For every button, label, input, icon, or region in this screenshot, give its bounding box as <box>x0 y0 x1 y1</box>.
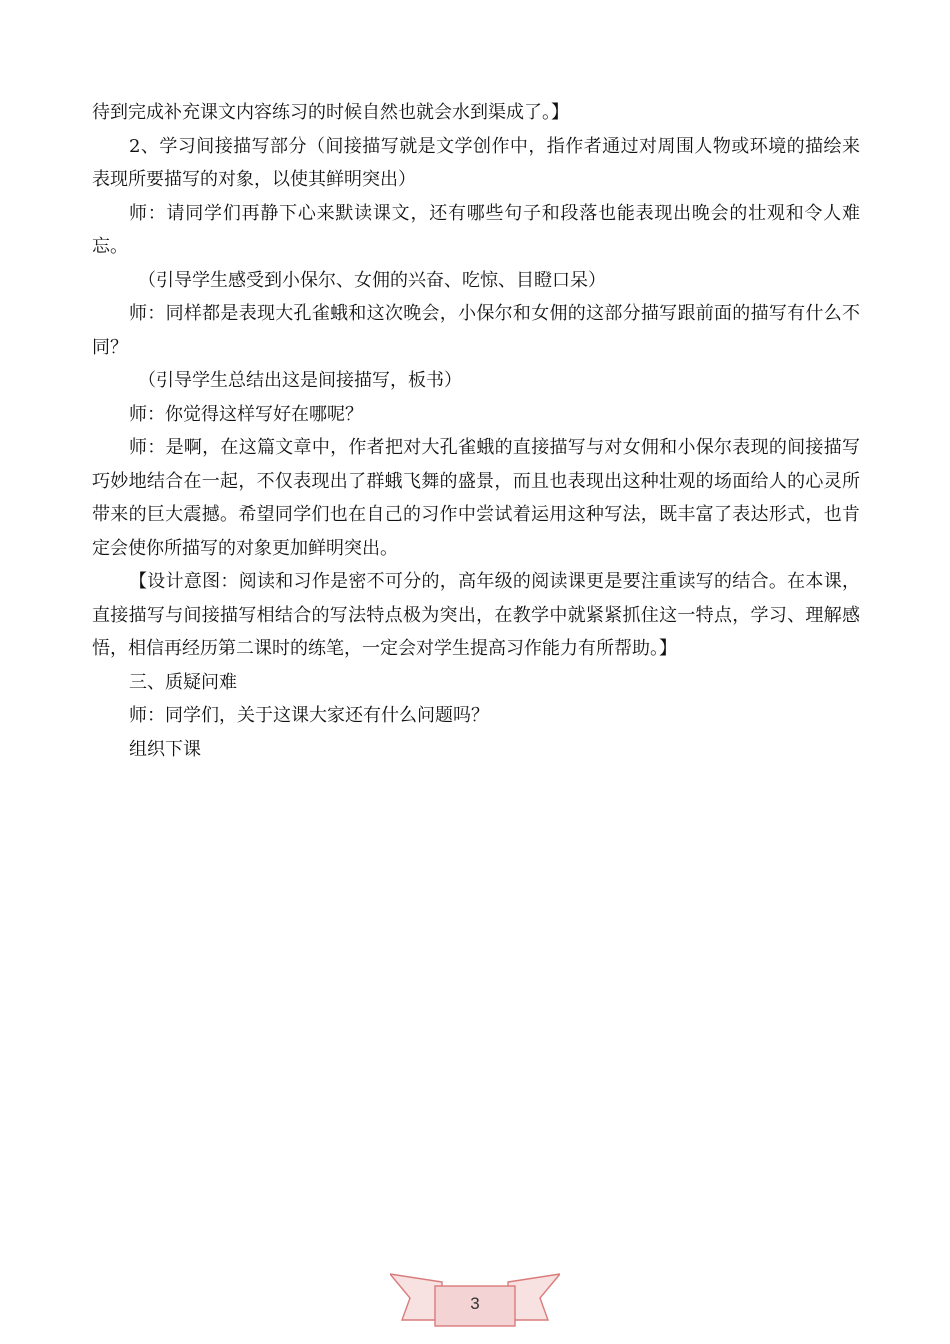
paragraph-3: 师：请同学们再静下心来默读课文，还有哪些句子和段落也能表现出晚会的壮观和令人难忘。 <box>92 202 860 257</box>
paragraph-1: 待到完成补充课文内容练习的时候自然也就会水到渠成了。】 <box>92 102 569 123</box>
paragraph-9: 【设计意图：阅读和习作是密不可分的，高年级的阅读课更是要注重读写的结合。在本课，直接描写与间接描写相结合的写法特点极为突出，在教学中就紧紧抓住这一特点，学习、理解感悟，相信再经历第二课时的练笔，一定会对学生提高习作能力有所帮助。】 <box>92 571 860 659</box>
page-footer <box>390 1270 560 1332</box>
paragraph-4: （引导学生感受到小保尔、女佣的兴奋、吃惊、目瞪口呆） <box>138 269 606 291</box>
paragraph-5: 师：同样都是表现大孔雀蛾和这次晚会，小保尔和女佣的这部分描写跟前面的描写有什么不同？ <box>92 303 860 358</box>
document-body <box>92 96 860 766</box>
paragraph-12: 组织下课 <box>129 738 201 760</box>
paragraph-2: 2、学习间接描写部分（间接描写就是文学创作中，指作者通过对周围人物或环境的描绘来表现所要描写的对象，以使其鲜明突出） <box>92 135 860 190</box>
paragraph-10: 三、质疑问难 <box>129 671 237 693</box>
paragraph-8: 师：是啊，在这篇文章中，作者把对大孔雀蛾的直接描写与对女佣和小保尔表现的间接描写巧妙地结合在一起，不仅表现出了群蛾飞舞的盛景，而且也表现出这种壮观的场面给人的心灵所带来的巨大震撼。希望同学们也在自己的习作中尝试着运用这种写法，既丰富了表达形式，也肯定会使你所描写的对象更加鲜明突出。 <box>92 437 860 559</box>
paragraph-7: 师：你觉得这样写好在哪呢？ <box>129 403 363 425</box>
page-number: 3 <box>470 1294 480 1313</box>
paragraph-11: 师：同学们，关于这课大家还有什么问题吗？ <box>129 705 489 726</box>
paragraph-6: （引导学生总结出这是间接描写，板书） <box>138 370 462 391</box>
